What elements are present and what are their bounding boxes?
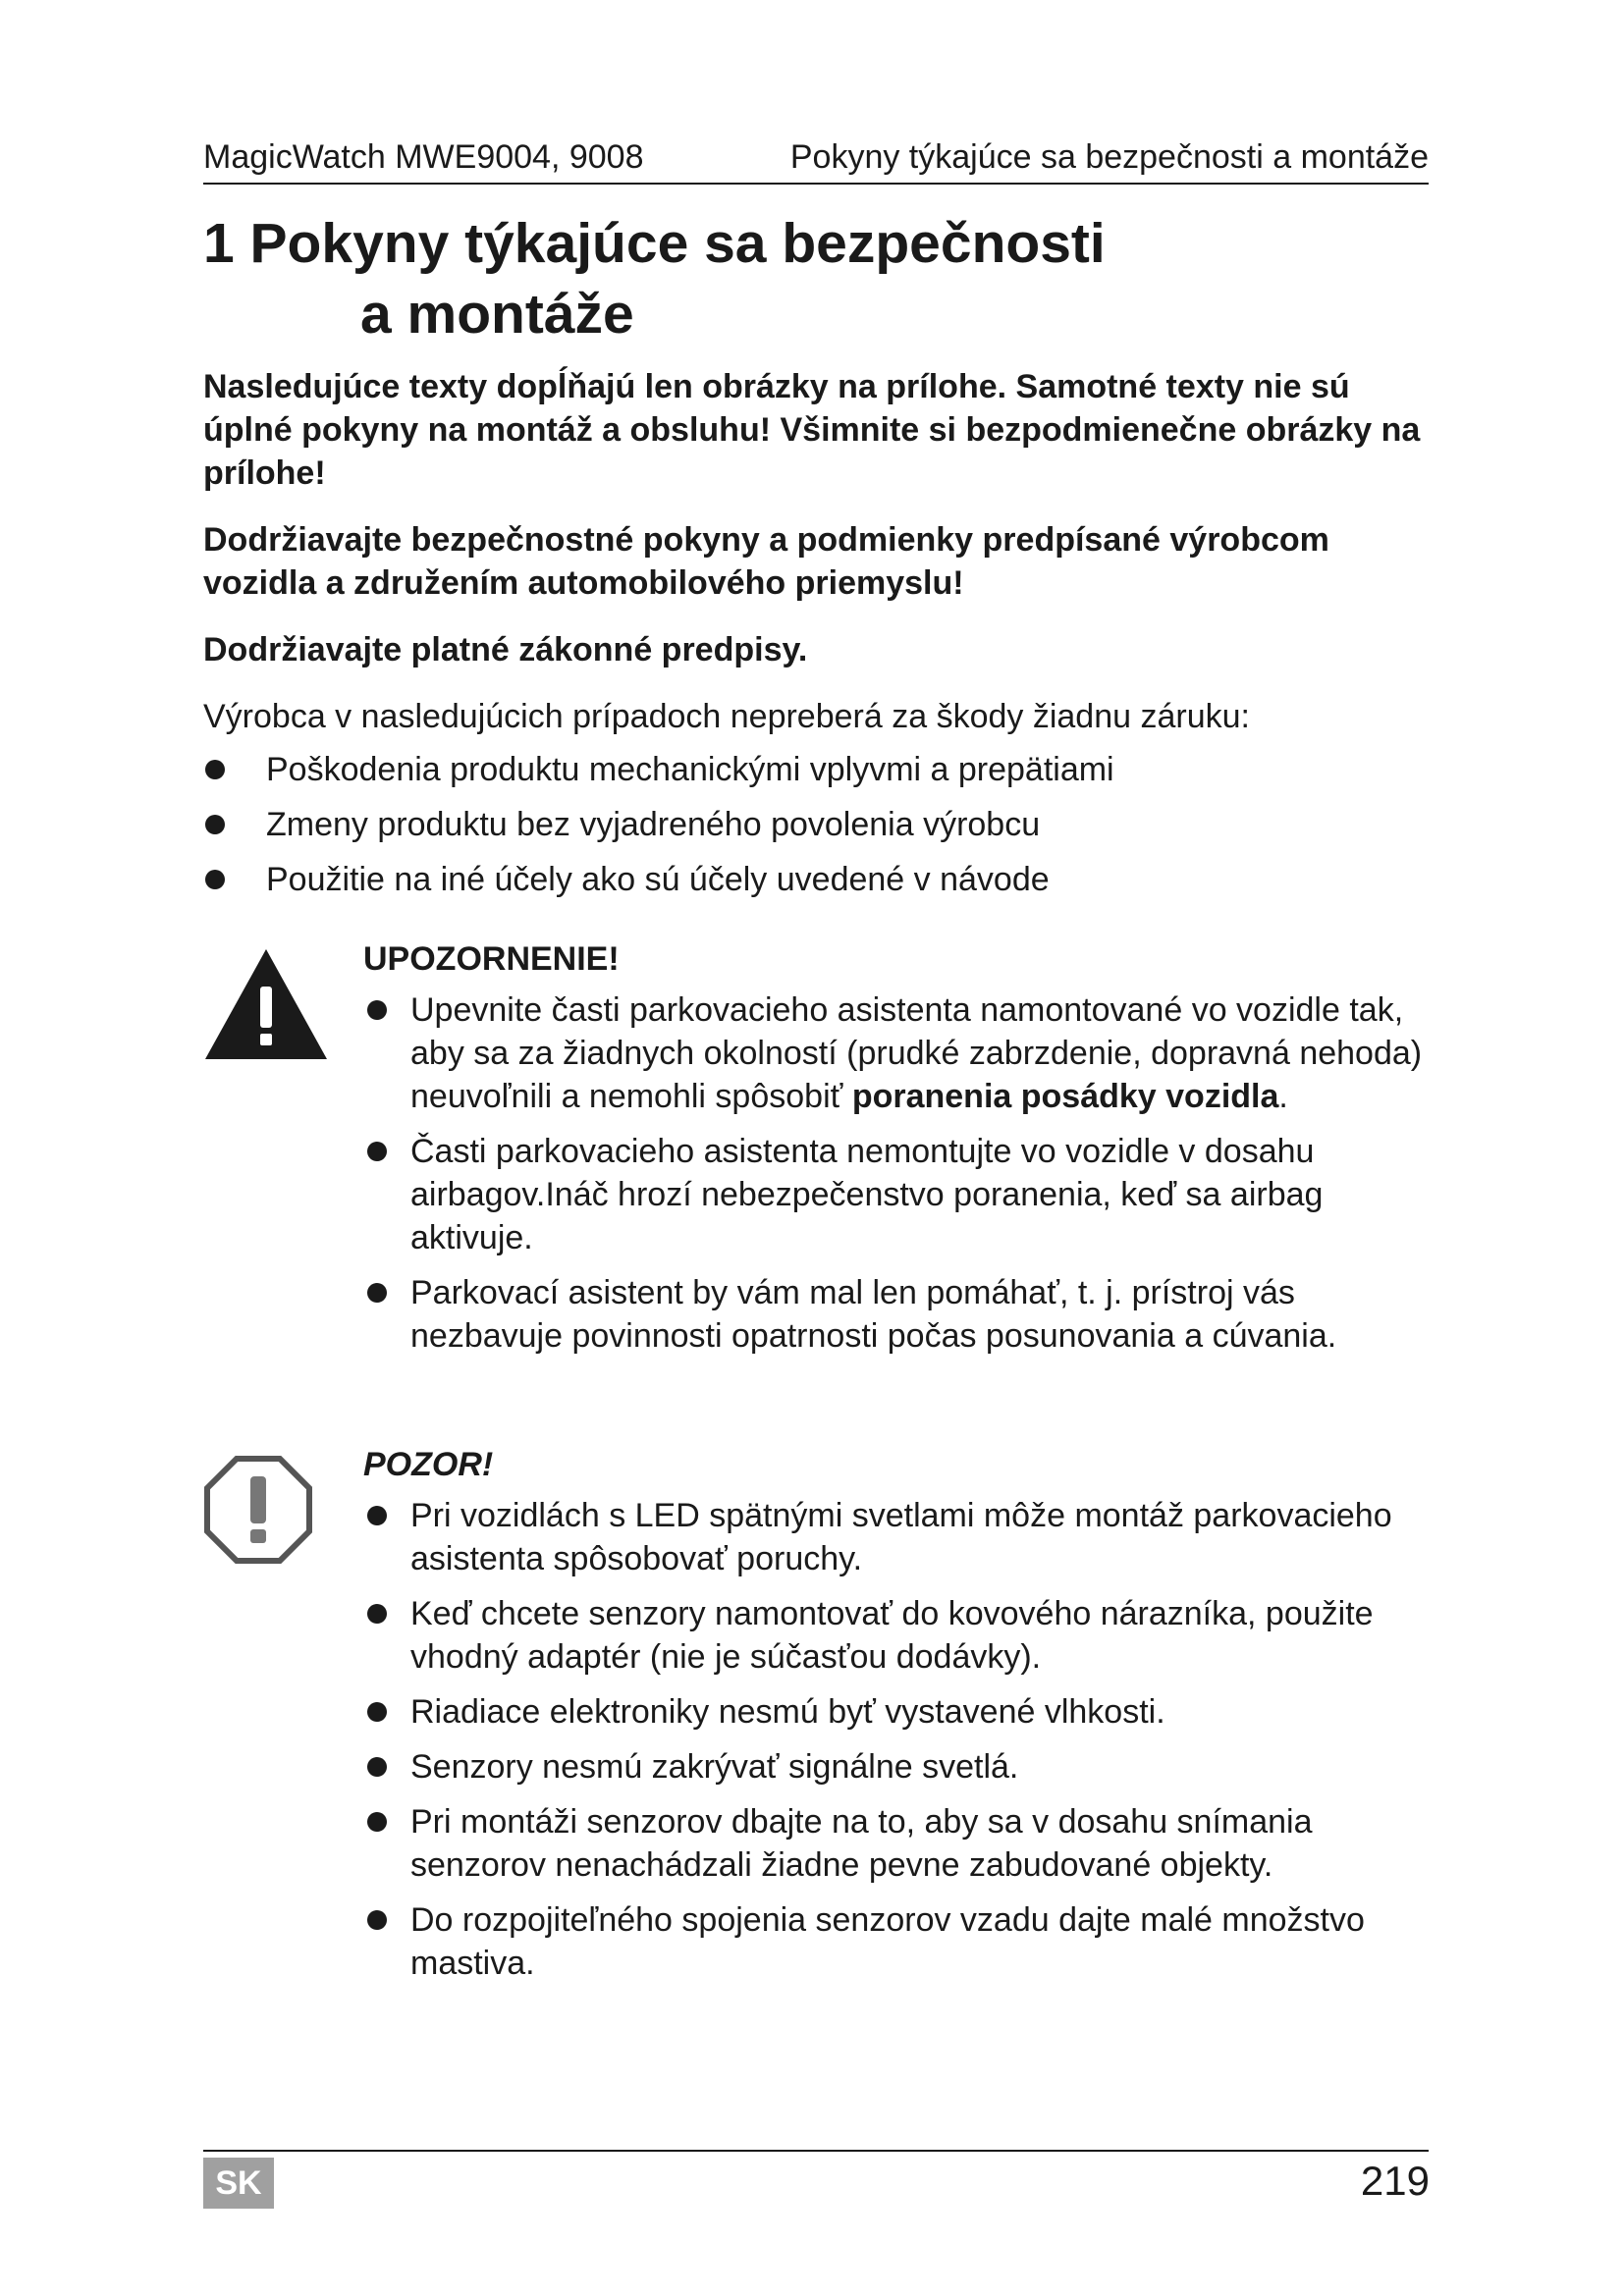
page-number: 219 <box>1360 2158 1430 2204</box>
list-item: Poškodenia produktu mechanickými vplyvmi a prepätiami <box>203 748 1440 791</box>
list-item: Použitie na iné účely ako sú účely uvedené v návode <box>203 858 1440 901</box>
list-item: Keď chcete senzory namontovať do kovového nárazníka, použite vhodný adaptér (nie je súčasťou dodávky). <box>363 1592 1431 1679</box>
liability-list <box>203 748 1440 901</box>
list-item: Pri vozidlách s LED spätnými svetlami môže montáž parkovacieho asistenta spôsobovať poruchy. <box>363 1494 1431 1580</box>
caution-list <box>363 1494 1431 1985</box>
footer-divider <box>203 2150 1429 2152</box>
caution-octagon-icon <box>203 1455 313 1575</box>
list-item: Senzory nesmú zakrývať signálne svetlá. <box>363 1745 1431 1789</box>
running-header <box>203 137 1429 185</box>
list-item: Parkovací asistent by vám mal len pomáhať, t. j. prístroj vás nezbavuje povinnosti opatrnosti počas posunovania a cúvania. <box>363 1271 1431 1358</box>
list-item: Riadiace elektroniky nesmú byť vystavené vlhkosti. <box>363 1690 1431 1734</box>
list-item <box>363 988 1431 1118</box>
intro-paragraph-3: Dodržiavajte platné zákonné predpisy. <box>203 631 808 668</box>
list-item: Do rozpojiteľného spojenia senzorov vzadu dajte malé množstvo mastiva. <box>363 1898 1431 1985</box>
list-item: Časti parkovacieho asistenta nemontujte vo vozidle v dosahu airbagov.Ináč hrozí nebezpečenstvo poranenia, keď sa airbag aktivuje. <box>363 1130 1431 1259</box>
warning-title: UPOZORNENIE! <box>363 940 620 978</box>
liability-lead: Výrobca v nasledujúcich prípadoch nepreberá za škody žiadnu záruku: <box>203 698 1250 735</box>
intro-paragraph-1: Nasledujúce texty dopĺňajú len obrázky na prílohe. Samotné texty nie sú úplné pokyny na montáž a obsluhu! Všimnite si bezpodmienečne obrázky na prílohe! <box>203 368 1421 492</box>
intro-section <box>203 365 1440 913</box>
header-product: MagicWatch MWE9004, 9008 <box>203 138 644 176</box>
warning-triangle-icon <box>203 947 329 1072</box>
intro-paragraph-2: Dodržiavajte bezpečnostné pokyny a podmienky predpísané výrobcom vozidla a združením automobilového priemyslu! <box>203 521 1329 602</box>
title-line-1: 1 Pokyny týkajúce sa bezpečnosti <box>203 212 1106 275</box>
warning-item-1-end: . <box>1278 1078 1288 1115</box>
language-badge: SK <box>203 2158 274 2209</box>
warning-notice <box>203 937 1431 1369</box>
caution-notice <box>203 1443 1431 1997</box>
page-title <box>203 208 1106 349</box>
title-line-2: a montáže <box>360 283 634 346</box>
warning-list <box>363 988 1431 1358</box>
warning-item-1-text: Upevnite časti parkovacieho asistenta namontované vo vozidle tak, aby sa za žiadnych okolností (prudké zabrzdenie, dopravná nehoda) neuvoľnili a nemohli spôsobiť <box>410 991 1423 1115</box>
list-item: Zmeny produktu bez vyjadreného povolenia výrobcu <box>203 803 1440 846</box>
caution-title: POZOR! <box>363 1446 494 1483</box>
warning-item-1-emphasis: poranenia posádky vozidla <box>851 1078 1279 1115</box>
list-item: Pri montáži senzorov dbajte na to, aby sa v dosahu snímania senzorov nenachádzali žiadne pevne zabudované objekty. <box>363 1800 1431 1887</box>
header-section: Pokyny týkajúce sa bezpečnosti a montáže <box>789 138 1429 176</box>
